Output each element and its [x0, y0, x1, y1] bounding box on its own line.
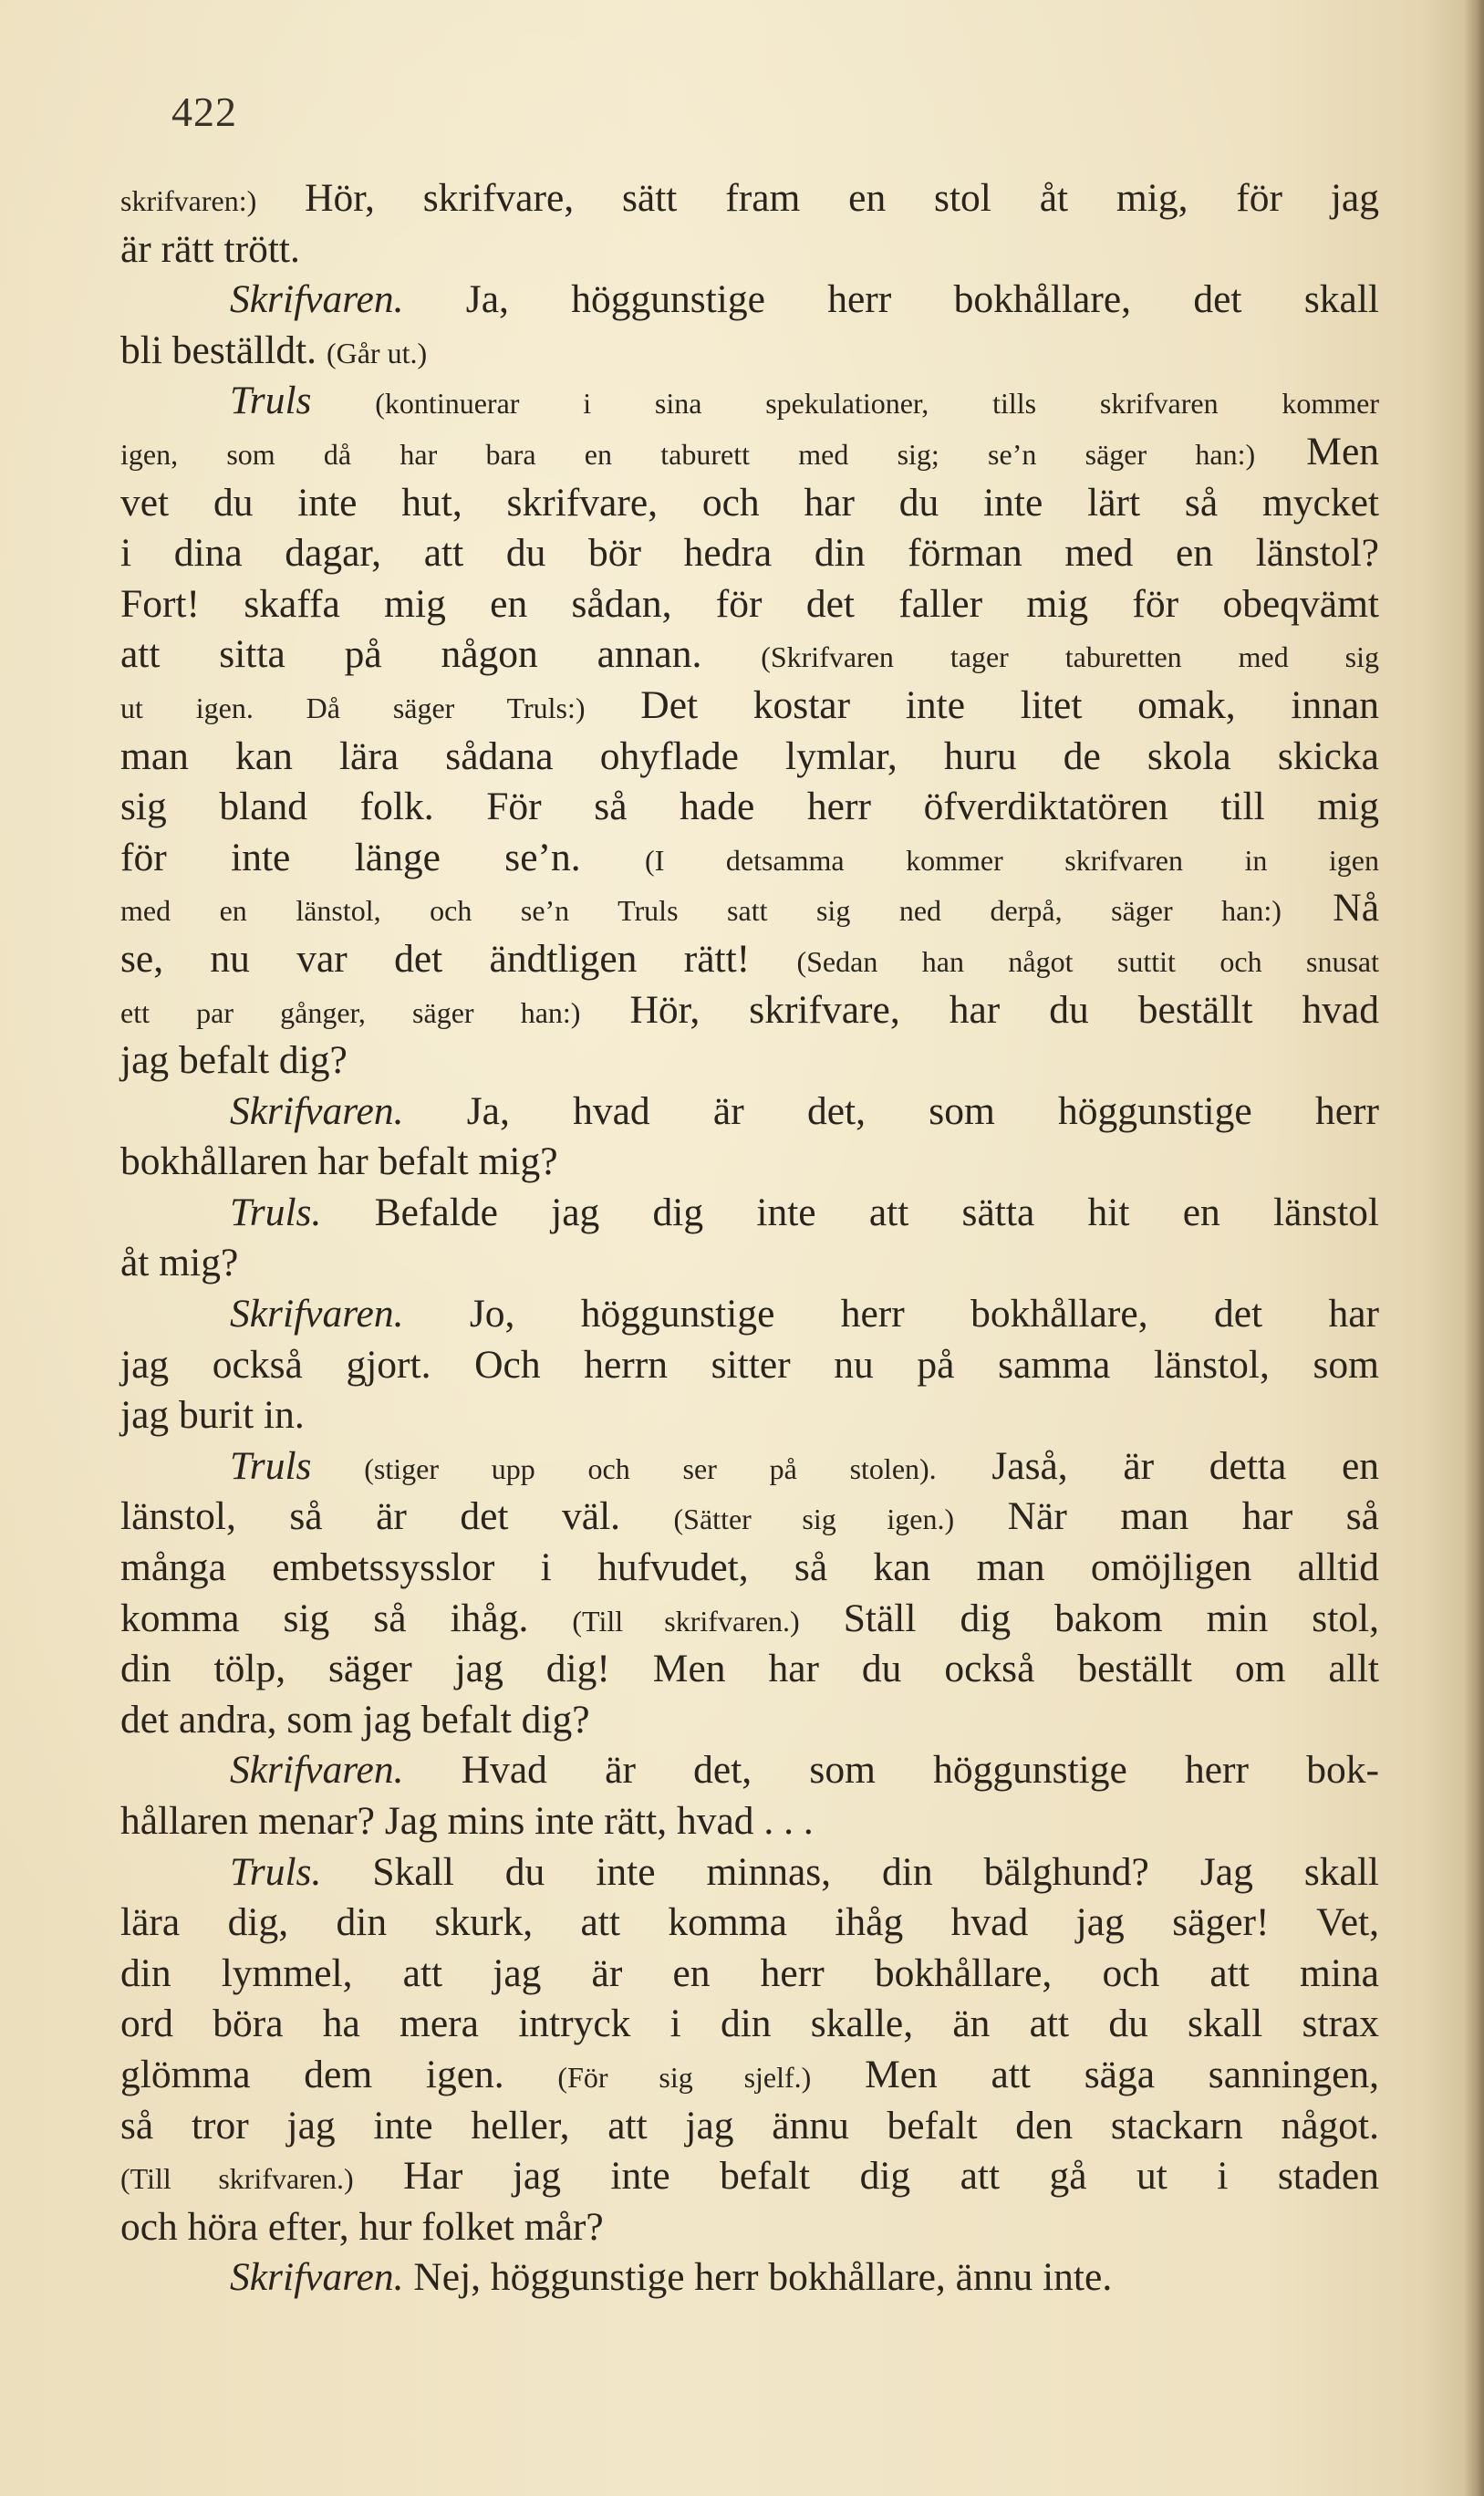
- dialogue-text: hållaren menar? Jag mins inte rätt, hvad . . .: [120, 1799, 814, 1843]
- text-line: [120, 427, 1379, 478]
- stage-direction: skrifvaren:): [120, 184, 257, 217]
- text-line: [120, 1745, 1379, 1796]
- dialogue-text: ord böra ha mera intryck i din skalle, än att du skall strax: [120, 2002, 1379, 2046]
- dialogue-text: åt mig?: [120, 1241, 239, 1285]
- dialogue-text: Men: [1255, 429, 1379, 473]
- dialogue-text: man kan lära sådana ohyflade lymlar, huru de skola skicka: [120, 733, 1379, 778]
- speaker-name: Skrifvaren.: [230, 2255, 404, 2300]
- text-line: [120, 1796, 1379, 1847]
- text-line: [120, 2252, 1379, 2304]
- text-line: [120, 1340, 1379, 1391]
- stage-direction: med en länstol, och se’n Truls satt sig ned derpå, säger han:): [120, 894, 1282, 928]
- dialogue-text: Ställ dig bakom min stol,: [799, 1596, 1379, 1640]
- text-line: [120, 1695, 1379, 1746]
- text-line: [120, 1594, 1379, 1645]
- text-line: [120, 1289, 1379, 1340]
- text-line: [120, 629, 1379, 681]
- text-line: [120, 2151, 1379, 2202]
- dialogue-text: jag också gjort. Och herrn sitter nu på samma länstol, som: [120, 1342, 1379, 1387]
- dialogue-text: lära dig, din skurk, att komma ihåg hvad jag säger! Vet,: [120, 1900, 1379, 1945]
- stage-direction: ut igen. Då säger Truls:): [120, 691, 586, 724]
- text-line: [120, 1492, 1379, 1543]
- text-line: [120, 833, 1379, 884]
- stage-direction: igen, som då har bara en taburett med sig; se’n säger han:): [120, 437, 1256, 471]
- dialogue-text: Hör, skrifvare, sätt fram en stol åt mig, för jag: [256, 176, 1379, 220]
- dialogue-text: och höra efter, hur folket mår?: [120, 2204, 604, 2249]
- dialogue-text: det andra, som jag befalt dig?: [120, 1697, 590, 1742]
- speaker-name: Truls.: [230, 1849, 322, 1894]
- stage-direction: (Skrifvaren tager taburetten med sig: [761, 640, 1380, 674]
- dialogue-text: Det kostar inte litet omak, innan: [585, 682, 1380, 727]
- dialogue-text: Men att säga sanningen,: [811, 2052, 1380, 2096]
- dialogue-text: Hör, skrifvare, har du beställt hvad: [580, 987, 1380, 1032]
- text-line: [120, 478, 1379, 529]
- stage-direction: (Till skrifvaren.): [572, 1604, 800, 1638]
- dialogue-text: att sitta på någon annan.: [120, 632, 762, 677]
- dialogue-text: Ja, hvad är det, som höggunstige herr: [403, 1088, 1379, 1133]
- speaker-name: Skrifvaren.: [230, 1292, 404, 1336]
- text-line: [120, 1188, 1379, 1239]
- dialogue-text: Ja, höggunstige herr bokhållare, det skall: [403, 277, 1379, 322]
- dialogue-text: Fort! skaffa mig en sådan, för det faller mig för obeqvämt: [120, 581, 1379, 626]
- text-line: [120, 2101, 1379, 2152]
- text-line: [120, 1137, 1379, 1188]
- text-line: [120, 2202, 1379, 2253]
- stage-direction: ett par gånger, säger han:): [120, 995, 581, 1029]
- dialogue-text: bokhållaren har befalt mig?: [120, 1139, 558, 1184]
- dialogue-text: glömma dem igen.: [120, 2052, 558, 2096]
- play-text-block: [120, 173, 1379, 2304]
- text-line: [120, 1644, 1379, 1695]
- text-line: [120, 1238, 1379, 1289]
- stage-direction: (För sig sjelf.): [557, 2060, 812, 2094]
- dialogue-text: Nå: [1281, 886, 1379, 931]
- dialogue-text: jag befalt dig?: [120, 1038, 348, 1083]
- dialogue-text: sig bland folk. För så hade herr öfverdiktatören till mig: [120, 785, 1379, 829]
- text-line: [120, 1847, 1379, 1898]
- speaker-name: Truls: [230, 379, 312, 423]
- speaker-name: Skrifvaren.: [230, 1088, 404, 1133]
- dialogue-text: komma sig så ihåg.: [120, 1596, 573, 1640]
- dialogue-text: länstol, så är det väl.: [120, 1494, 674, 1539]
- dialogue-text: för inte länge se’n.: [120, 835, 646, 879]
- dialogue-text: Har jag inte befalt dig att gå ut i staden: [353, 2154, 1379, 2199]
- text-line: [120, 224, 1379, 276]
- text-line: [120, 1543, 1379, 1594]
- page-edge-shadow: [1464, 0, 1484, 2496]
- speaker-name: Truls.: [230, 1190, 322, 1234]
- speaker-name: Skrifvaren.: [230, 277, 404, 322]
- dialogue-text: bli beställdt.: [120, 328, 327, 372]
- dialogue-text: Skall du inte minnas, din bälghund? Jag skall: [321, 1849, 1379, 1894]
- stage-direction: (stiger upp och ser på stolen).: [311, 1451, 937, 1485]
- dialogue-text: Jaså, är detta en: [936, 1443, 1380, 1488]
- text-line: [120, 376, 1379, 427]
- text-line: [120, 782, 1379, 833]
- text-line: [120, 2050, 1379, 2101]
- text-line: [120, 732, 1379, 783]
- stage-direction: (Till skrifvaren.): [120, 2162, 354, 2196]
- speaker-name: Truls: [230, 1443, 312, 1488]
- text-line: [120, 985, 1379, 1036]
- dialogue-text: är rätt trött.: [120, 226, 300, 271]
- stage-direction: (Sätter sig igen.): [673, 1503, 955, 1536]
- speaker-name: Skrifvaren.: [230, 1748, 404, 1793]
- text-line: [120, 1949, 1379, 2000]
- dialogue-text: din tölp, säger jag dig! Men har du också beställt om allt: [120, 1647, 1379, 1691]
- dialogue-text: se, nu var det ändtligen rätt!: [120, 936, 797, 981]
- dialogue-text: När man har så: [954, 1494, 1379, 1539]
- dialogue-text: vet du inte hut, skrifvare, och har du inte lärt så mycket: [120, 480, 1379, 525]
- stage-direction: (I detsamma kommer skrifvaren in igen: [645, 843, 1379, 877]
- dialogue-text: i dina dagar, att du bör hedra din förman med en länstol?: [120, 531, 1379, 576]
- text-line: [120, 275, 1379, 326]
- dialogue-text: Befalde jag dig inte att sätta hit en länstol: [321, 1190, 1379, 1234]
- dialogue-text: Jo, höggunstige herr bokhållare, det har: [403, 1292, 1379, 1336]
- dialogue-text: många embetssysslor i hufvudet, så kan man omöjligen alltid: [120, 1545, 1379, 1590]
- dialogue-text: Nej, höggunstige herr bokhållare, ännu inte.: [403, 2255, 1113, 2300]
- text-line: [120, 681, 1379, 732]
- stage-direction: (Sedan han något suttit och snusat: [796, 944, 1380, 978]
- dialogue-text: jag burit in.: [120, 1393, 305, 1438]
- text-line: [120, 173, 1379, 224]
- stage-direction: (kontinuerar i sina spekulationer, tills skrifvaren kommer: [311, 387, 1379, 421]
- dialogue-text: din lymmel, att jag är en herr bokhållare, och att mina: [120, 1950, 1379, 1995]
- text-line: [120, 1087, 1379, 1138]
- text-line: [120, 528, 1379, 579]
- stage-direction: (Går ut.): [326, 336, 428, 369]
- text-line: [120, 1898, 1379, 1949]
- text-line: [120, 326, 1379, 377]
- text-line: [120, 1441, 1379, 1492]
- dialogue-text: Hvad är det, som höggunstige herr bok-: [403, 1748, 1379, 1793]
- text-line: [120, 579, 1379, 630]
- text-line: [120, 1999, 1379, 2050]
- text-line: [120, 934, 1379, 985]
- text-line: [120, 1390, 1379, 1441]
- text-line: [120, 1035, 1379, 1087]
- dialogue-text: så tror jag inte heller, att jag ännu befalt den stackarn något.: [120, 2103, 1379, 2148]
- text-line: [120, 883, 1379, 934]
- page-number: 422: [171, 88, 237, 135]
